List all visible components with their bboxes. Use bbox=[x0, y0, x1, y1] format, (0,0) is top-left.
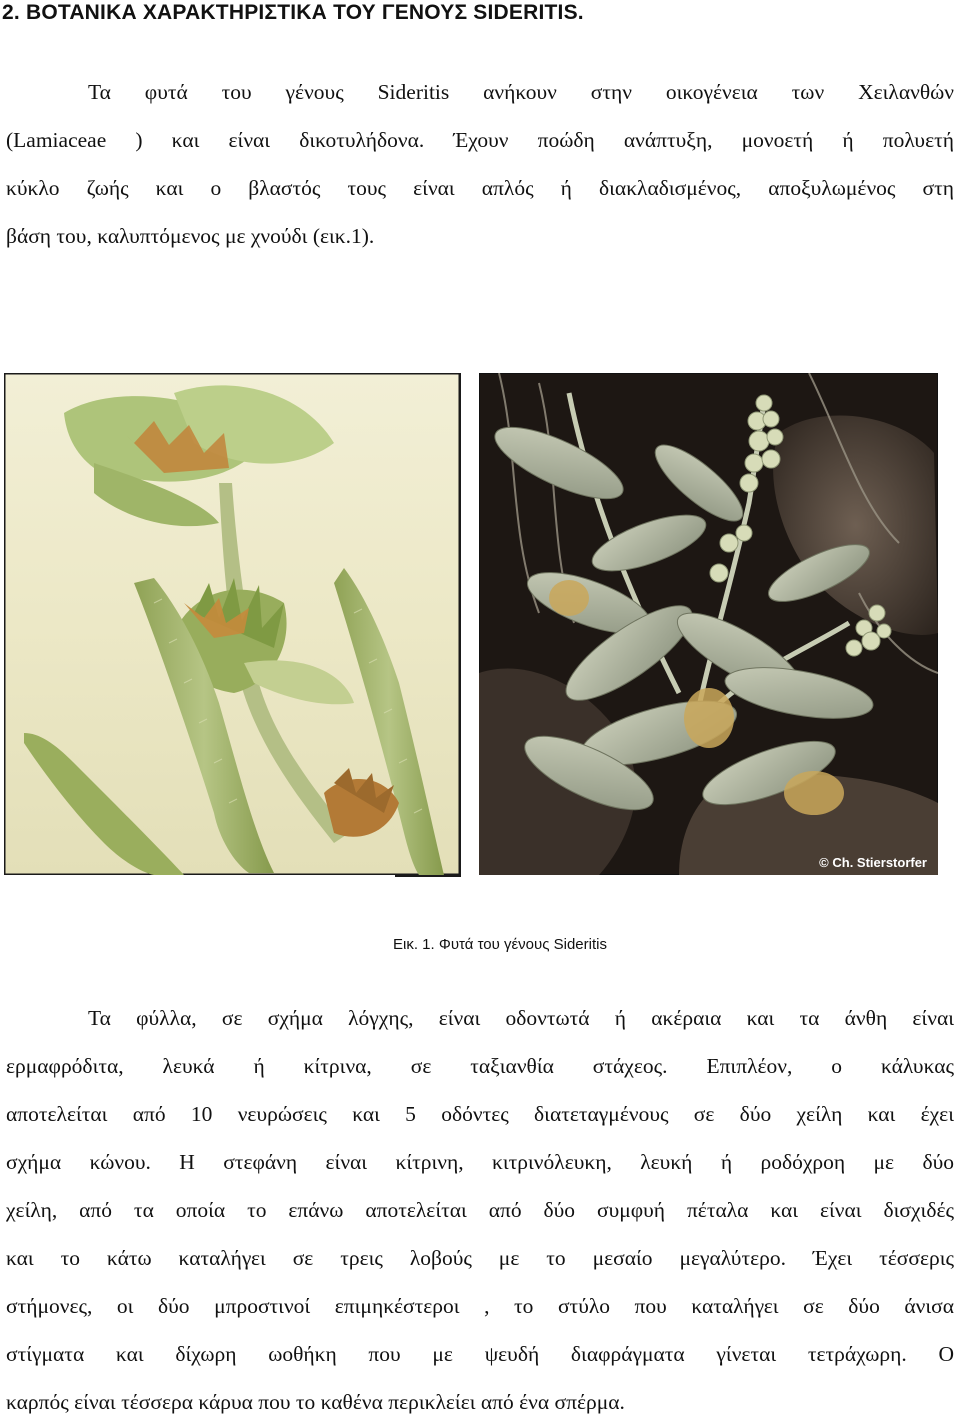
paragraph-intro bbox=[6, 68, 954, 260]
copyright-text: © Ch. Stierstorfer bbox=[819, 855, 927, 870]
paragraph-line: σχήμα κώνου. Η στεφάνη είναι κίτρινη, κιτρινόλευκη, λευκή ή ροδόχροη με δύο bbox=[6, 1150, 954, 1174]
paragraph-line: στήμονες, οι δύο μπροστινοί επιμηκέστεροι , το στύλο που καταλήγει σε δύο άνισα bbox=[6, 1294, 954, 1318]
figure-caption bbox=[0, 936, 960, 953]
paragraph-line: και το κάτω καταλήγει σε τρεις λοβούς με το μεσαίο μεγαλύτερο. Έχει τέσσερις bbox=[6, 1246, 954, 1270]
paragraph-line: ερμαφρόδιτα, λευκά ή κίτρινα, σε ταξιανθία στάχεος. Επιπλέον, ο κάλυκας bbox=[6, 1054, 954, 1078]
paragraph-line: αποτελείται από 10 νευρώσεις και 5 οδόντες διατεταγμένους σε δύο χείλη και έχει bbox=[6, 1102, 954, 1126]
section-heading: 2. ΒΟΤΑΝΙΚΑ ΧΑΡΑΚΤΗΡΙΣΤΙΚΑ ΤΟΥ ΓΕΝΟΥΣ SIDERITIS. bbox=[2, 1, 584, 24]
paragraph-description bbox=[6, 994, 954, 1426]
paragraph-line: βάση του, καλυπτόμενος με χνούδι (εικ.1). bbox=[6, 224, 375, 248]
paragraph-line: Τα φυτά του γένους Sideritis ανήκουν στην οικογένεια των Χειλανθών bbox=[88, 80, 954, 104]
paragraph-line: (Lamiaceae ) και είναι δικοτυλήδονα. Έχουν ποώδη ανάπτυξη, μονοετή ή πολυετή bbox=[6, 128, 954, 152]
plant-habitat-photo bbox=[479, 373, 938, 875]
paragraph-line: καρπός είναι τέσσερα κάρυα που το καθένα περικλείει από ένα σπέρμα. bbox=[6, 1390, 625, 1414]
paragraph-line: χείλη, από τα οποία το επάνω αποτελείται από δύο συμφυή πέταλα και είναι δισχιδές bbox=[6, 1198, 954, 1222]
left-figure-photo bbox=[4, 373, 460, 875]
figure-caption-text: Εικ. 1. Φυτά του γένους Sideritis bbox=[393, 936, 607, 953]
paragraph-line: κύκλο ζωής και ο βλαστός τους είναι απλός ή διακλαδισμένος, αποξυλωμένος στη bbox=[6, 176, 954, 200]
paragraph-line: Τα φύλλα, σε σχήμα λόγχης, είναι οδοντωτά ή ακέραια και τα άνθη είναι bbox=[88, 1006, 954, 1030]
paragraph-line: στίγματα και δίχωρη ωοθήκη που με ψευδή διαφράγματα γίνεται τετράχωρη. Ο bbox=[6, 1342, 954, 1366]
